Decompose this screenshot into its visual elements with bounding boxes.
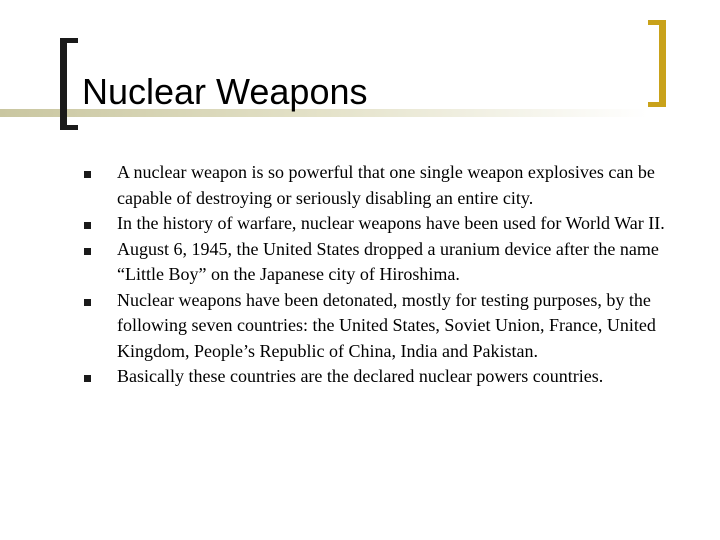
bullet-item	[82, 288, 682, 365]
bullet-text: August 6, 1945, the United States dropped a uranium device after the name “Little Boy” on the Japanese city of Hiroshima.	[117, 238, 659, 284]
bullet-item	[82, 364, 682, 390]
bullet-list	[82, 160, 682, 390]
bullet-text: Nuclear weapons have been detonated, mostly for testing purposes, by the following seven countries: the United States, Soviet Union, France, United Kingdom, People’s Republic of China, India and Pakistan.	[117, 289, 656, 361]
slide-title: Nuclear Weapons	[82, 71, 368, 112]
square-bullet-icon	[84, 299, 91, 306]
square-bullet-icon	[84, 171, 91, 178]
bullet-text: A nuclear weapon is so powerful that one single weapon explosives can be capable of destroying or seriously disabling an entire city.	[117, 162, 655, 208]
right-bracket-decoration	[648, 20, 666, 107]
bullet-text: In the history of warfare, nuclear weapons have been used for World War II.	[117, 213, 665, 233]
bullet-item	[82, 160, 682, 211]
square-bullet-icon	[84, 375, 91, 382]
square-bullet-icon	[84, 222, 91, 229]
bullet-text: Basically these countries are the declared nuclear powers countries.	[117, 366, 604, 386]
square-bullet-icon	[84, 248, 91, 255]
bullet-item	[82, 237, 682, 288]
left-bracket-decoration	[60, 38, 78, 130]
bullet-item	[82, 211, 682, 237]
